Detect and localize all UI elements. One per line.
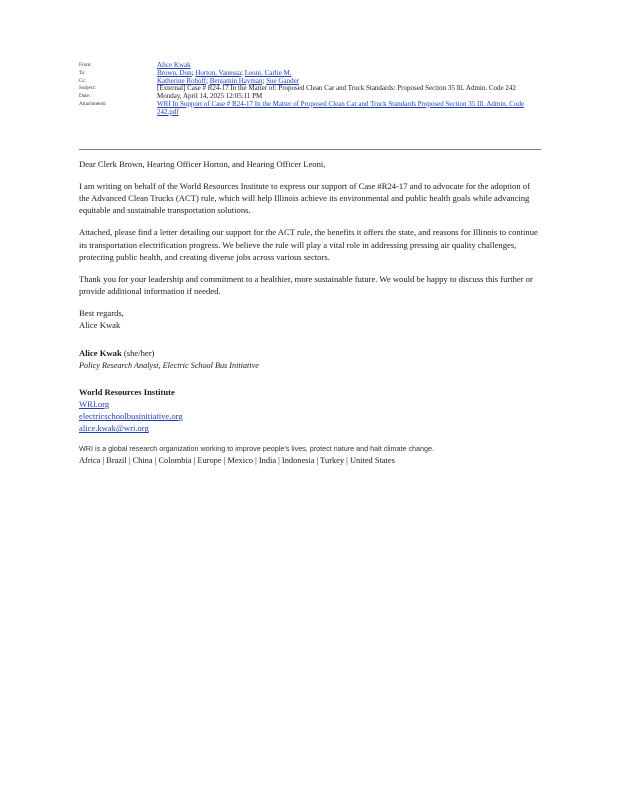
signature-disclaimer: WRI is a global research organization working to improve people’s lives, protect nature and halt climate change. (79, 443, 435, 453)
cc-recipient-link[interactable]: Sue Gander (266, 76, 300, 85)
to-row: To: Brown, Don; Horton, Vanessa; Leoni, Carlie M. (79, 68, 292, 77)
signature-name: Alice Kwak (79, 348, 122, 359)
body-paragraph: I am writing on behalf of the World Resources Institute to express our support of Case #R24-17 and to advocate for the adoption of the Advanced Clean Trucks (ACT) rule, which will help Illinois achieve its environmental and public health goals while advancing equitable and sustainable transportation solutions. (79, 181, 530, 216)
email-header (79, 62, 541, 117)
from-row (79, 62, 541, 70)
cc-recipient-link[interactable]: Katherine Roboff (157, 76, 207, 85)
attachments-label: Attachments: (79, 100, 107, 107)
from-label: From: (79, 62, 92, 68)
header-divider (79, 149, 541, 150)
date-label: Date: (79, 93, 91, 100)
closing-name: Alice Kwak (79, 320, 121, 331)
body-paragraph: Attached, please find a letter detailing our support for the ACT rule, the benefits it offers the state, and reasons for Illinois to continue its transportation electrification progress. We believe the rule will play a vital role in addressing pressing air quality challenges, protecting public health, and creating diverse jobs across various sectors. (79, 227, 538, 262)
to-recipient-link[interactable]: Brown, Don (157, 68, 192, 77)
esbi-link[interactable]: electricschoolbusinitiative.org (79, 411, 183, 422)
cc-recipient-link[interactable]: Benjamin Hayman (209, 76, 263, 85)
signature-countries: Africa | Brazil | China | Colombia | Europe | Mexico | India | Indonesia | Turkey | United States (79, 455, 395, 465)
signature-org: World Resources Institute (79, 386, 175, 397)
signature-title: Policy Research Analyst, Electric School Bus Initiative (79, 360, 259, 370)
email-body (79, 158, 541, 467)
subject-text: [External] Case # R24-17 In the Matter of: Proposed Clean Car and Truck Standards: Proposed Section 35 Ill. Admin. Code 242 (157, 84, 516, 93)
cc-label: Cc: (79, 77, 87, 84)
signature-name-line (79, 347, 541, 359)
email-link[interactable]: alice.kwak@wri.org (79, 423, 149, 434)
body-paragraph: Thank you for your leadership and commitment to a healthier, more sustainable future. We would be happy to discuss this further or provide additional information if needed. (79, 273, 533, 297)
signature-pronouns: (she/her) (121, 348, 155, 359)
subject-row (79, 85, 541, 93)
to-label: To: (79, 69, 86, 76)
date-text: Monday, April 14, 2025 12:05:11 PM (157, 92, 263, 101)
to-recipient-link[interactable]: Horton, Vanessa (195, 68, 242, 77)
from-link[interactable]: Alice Kwak (157, 61, 191, 69)
greeting: Dear Clerk Brown, Hearing Officer Horton, and Hearing Officer Leoni, (79, 159, 326, 169)
wri-link[interactable]: WRI.org (79, 399, 110, 410)
cc-row: Cc: Katherine Roboff; Benjamin Hayman; Sue Gander (79, 76, 300, 85)
to-recipient-link[interactable]: Leoni, Carlie M. (244, 68, 292, 77)
subject-label: Subject: (79, 85, 97, 92)
attachment-link[interactable]: WRI In Support of Case # R24-17 In the Matter of Proposed Clean Car and Truck Standards Proposed Section 35 Ill. Admin. Code 242.pdf (157, 99, 525, 116)
closing: Best regards, (79, 308, 124, 319)
attachments-row (79, 101, 541, 117)
